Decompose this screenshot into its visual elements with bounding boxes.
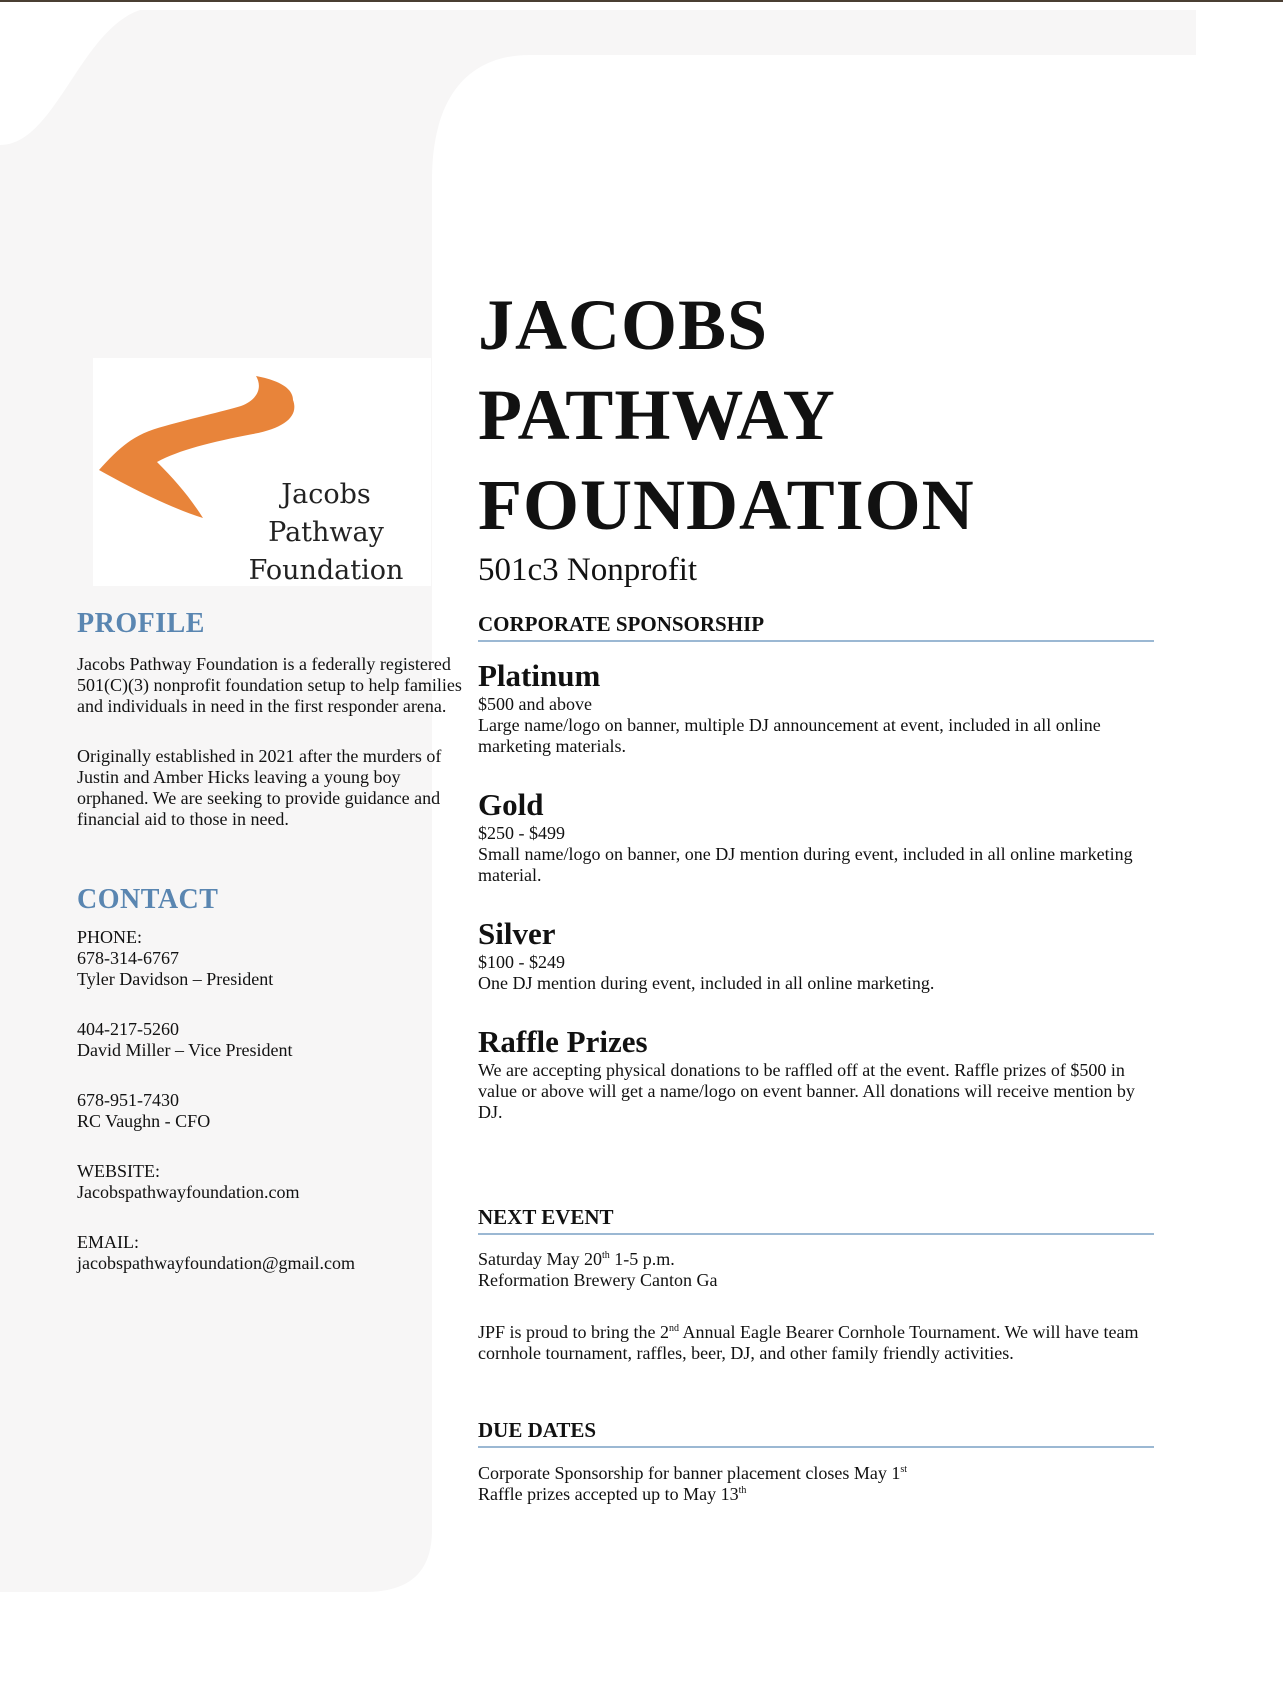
due-date-raffle: Raffle prizes accepted up to May 13th [478,1484,747,1504]
contact-heading: CONTACT [77,884,219,915]
profile-heading: PROFILE [77,608,205,639]
profile-paragraph-1: Jacobs Pathway Foundation is a federally registered 501(C)(3) nonprofit foundation setup to help families and individuals in need in the first responder arena. [77,654,462,716]
email-link[interactable]: jacobspathwayfoundation@gmail.com [77,1253,356,1273]
event-date: Saturday May 20th 1-5 p.m. [478,1249,675,1269]
subtitle: 501c3 Nonprofit [478,552,698,588]
contact-name-1: Tyler Davidson – President [77,969,274,989]
contact-name-2: David Miller – Vice President [77,1040,293,1060]
tier-name-platinum: Platinum [478,658,601,693]
event-description: JPF is proud to bring the 2nd Annual Eagle Bearer Cornhole Tournament. We will have team cornhole tournament, raffles, beer, DJ, and other family friendly activities. [478,1322,1139,1363]
title-line-2: PATHWAY [478,375,836,455]
due-date-sponsorship: Corporate Sponsorship for banner placement closes May 1st [478,1463,908,1483]
sidebar [77,608,467,1274]
raffle-desc: We are accepting physical donations to be raffled off at the event. Raffle prizes of $500 in value or above will get a name/logo on event banner. All donations will receive mention by DJ. [478,1060,1135,1122]
sponsorship-heading: CORPORATE SPONSORSHIP [478,612,1154,642]
phone-label: PHONE: [77,927,143,947]
tier-desc-gold: Small name/logo on banner, one DJ mention during event, included in all online marketing material. [478,844,1133,885]
email-label: EMAIL: [77,1232,139,1252]
tier-price-gold: $250 - $499 [478,823,565,843]
logo-line-2: Foundation [248,555,404,586]
profile-paragraph-2: Originally established in 2021 after the murders of Justin and Amber Hicks leaving a young boy orphaned. We are seeking to provide guidance and financial aid to those in need. [77,746,442,829]
raffle-heading: Raffle Prizes [478,1024,648,1059]
title-line-3: FOUNDATION [478,465,975,545]
contact-name-3: RC Vaughn - CFO [77,1111,211,1131]
contact-phone-3: 678-951-7430 [77,1090,179,1110]
website-label: WEBSITE: [77,1161,160,1181]
website-link[interactable]: Jacobspathwayfoundation.com [77,1182,300,1202]
tier-price-silver: $100 - $249 [478,952,565,972]
title-line-1: JACOBS [478,285,769,365]
tier-price-platinum: $500 and above [478,694,592,714]
next-event-heading: NEXT EVENT [478,1205,1154,1235]
tier-desc-platinum: Large name/logo on banner, multiple DJ announcement at event, included in all online marketing materials. [478,715,1101,756]
tier-name-gold: Gold [478,787,544,822]
tier-name-silver: Silver [478,916,556,951]
event-location: Reformation Brewery Canton Ga [478,1270,718,1290]
contact-phone-1: 678-314-6767 [77,948,179,968]
contact-phone-2: 404-217-5260 [77,1019,179,1039]
tier-desc-silver: One DJ mention during event, included in all online marketing. [478,973,935,993]
logo-line-1: Jacobs Pathway [268,479,384,548]
main-content [478,280,1158,1505]
foundation-logo [93,358,431,586]
due-dates-heading: DUE DATES [478,1418,1154,1448]
